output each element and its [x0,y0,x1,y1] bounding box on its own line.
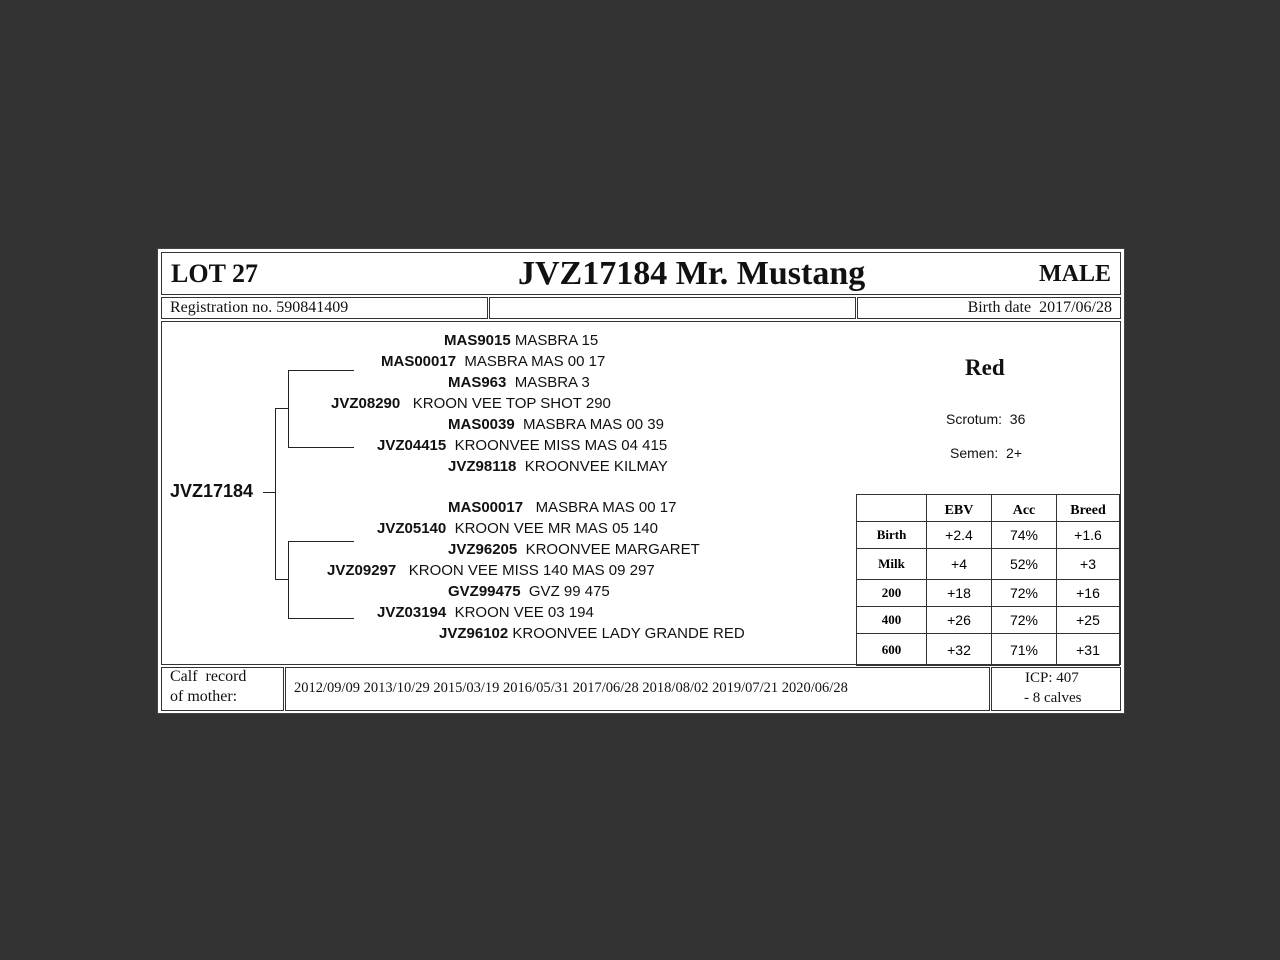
pedigree-name: KROONVEE KILMAY [524,458,668,475]
ebv-row-label: 600 [857,634,927,666]
breed-value: +3 [1057,549,1120,580]
pedigree-code: JVZ05140 [377,520,447,537]
ebv-value: +4 [927,549,992,580]
ebv-row-label: Birth [857,522,927,549]
ebv-value: +2.4 [927,522,992,549]
pedigree-name: MASBRA 15 [514,332,599,349]
birth-date-cell [857,297,1121,319]
pedigree-entry [444,332,598,349]
sex-label: MALE [1039,261,1111,287]
pedigree-entry [377,604,594,621]
ebv-table [856,494,1120,666]
pedigree-entry [331,395,611,412]
pedigree-code: MAS00017 [381,353,457,370]
pedigree-code: JVZ03194 [377,604,447,621]
registration-text [170,299,348,317]
pedigree-code: JVZ98118 [448,458,517,475]
pedigree-name: KROONVEE MISS MAS 04 415 [454,437,668,454]
pedigree-code: GVZ99475 [448,583,521,600]
pedigree-entry [448,458,668,475]
breed-value: +31 [1057,634,1120,666]
ebv-header-row [857,495,1120,522]
ebv-row [857,522,1120,549]
ebv-row [857,549,1120,580]
calves-count: - 8 calves [1024,690,1082,706]
breed-value: +25 [1057,607,1120,634]
pedigree-connector [275,408,288,409]
pedigree-entry [439,625,745,642]
calf-record-dates: 2012/09/09 2013/10/29 2015/03/19 2016/05/31 2017/06/28 2018/08/02 2019/07/21 2020/06/28 [294,680,848,696]
lot-number: LOT 27 [171,259,258,288]
animal-title: JVZ17184 Mr. Mustang [518,255,866,292]
calf-record-label-line2: of mother: [170,688,238,705]
ebv-row-label: Milk [857,549,927,580]
colour-label: Red [965,355,1005,380]
pedigree-entry [448,374,590,391]
pedigree-code: JVZ08290 [331,395,401,412]
scrotum-value: 36 [1009,411,1026,427]
pedigree-code: JVZ09297 [327,562,397,579]
ebv-value: +26 [927,607,992,634]
semen-label: Semen: [950,445,999,461]
semen-text [950,445,1022,461]
pedigree-name: KROON VEE 03 194 [454,604,594,621]
acc-value: 72% [992,607,1057,634]
pedigree-code: JVZ96205 [448,541,518,558]
pedigree-connector [288,618,354,619]
scrotum-label: Scrotum: [946,411,1003,427]
ebv-row [857,607,1120,634]
breed-header: Breed [1057,495,1120,522]
pedigree-name: MASBRA MAS 00 17 [535,499,677,516]
ebv-row [857,634,1120,666]
breed-value: +1.6 [1057,522,1120,549]
pedigree-animal-id: JVZ17184 [170,481,254,501]
pedigree-connector [288,541,289,619]
pedigree-name: KROONVEE MARGARET [525,541,700,558]
pedigree-name: KROON VEE MISS 140 MAS 09 297 [408,562,655,579]
ebv-corner-cell [857,495,927,522]
pedigree-code: MAS9015 [444,332,511,349]
ebv-row [857,580,1120,607]
animal-record-card [157,248,1125,714]
pedigree-code: JVZ96102 [439,625,509,642]
pedigree-connector [288,447,354,448]
semen-value: 2+ [1006,445,1022,461]
birth-date-text [968,299,1112,317]
pedigree-connector [288,370,354,371]
pedigree-name: GVZ 99 475 [528,583,610,600]
pedigree-entry [448,499,676,516]
ebv-value: +32 [927,634,992,666]
ebv-value: +18 [927,580,992,607]
ebv-row-label: 400 [857,607,927,634]
pedigree-name: KROONVEE LADY GRANDE RED [512,625,745,642]
pedigree-connector [275,579,288,580]
pedigree-name: KROON VEE TOP SHOT 290 [412,395,611,412]
birth-date-value: 2017/06/28 [1039,299,1112,316]
birth-date-label: Birth date [967,299,1032,316]
pedigree-name: MASBRA MAS 00 39 [523,416,664,433]
acc-value: 72% [992,580,1057,607]
pedigree-name: MASBRA MAS 00 17 [464,353,606,370]
icp-value: ICP: 407 [1025,670,1079,686]
registration-cell [161,297,488,319]
breed-value: +16 [1057,580,1120,607]
pedigree-name: KROON VEE MR MAS 05 140 [454,520,658,537]
pedigree-code: JVZ04415 [377,437,447,454]
icp-cell [991,667,1121,711]
pedigree-code: MAS0039 [448,416,515,433]
pedigree-name: MASBRA 3 [514,374,590,391]
pedigree-connector [288,541,354,542]
calf-record-label-cell [161,667,284,711]
pedigree-entry [381,353,605,370]
pedigree-entry [327,562,655,579]
registration-number: 590841409 [276,299,349,316]
scrotum-text [946,411,1025,427]
pedigree-entry [448,583,610,600]
acc-value: 52% [992,549,1057,580]
pedigree-entry [377,437,667,454]
acc-value: 74% [992,522,1057,549]
acc-header: Acc [992,495,1057,522]
pedigree-code: MAS00017 [448,499,524,516]
pedigree-code: MAS963 [448,374,507,391]
ebv-row-label: 200 [857,580,927,607]
ebv-header: EBV [927,495,992,522]
header-bar [161,252,1121,295]
pedigree-connector [275,408,276,579]
pedigree-entry [448,541,700,558]
registration-label: Registration no. [170,299,273,316]
pedigree-connector [263,492,275,493]
blank-cell [489,297,856,319]
calf-record-label-line1: Calf record [170,668,247,685]
acc-value: 71% [992,634,1057,666]
pedigree-connector [288,370,289,448]
pedigree-entry [377,520,658,537]
calf-record-dates-cell [285,667,990,711]
pedigree-entry [448,416,664,433]
